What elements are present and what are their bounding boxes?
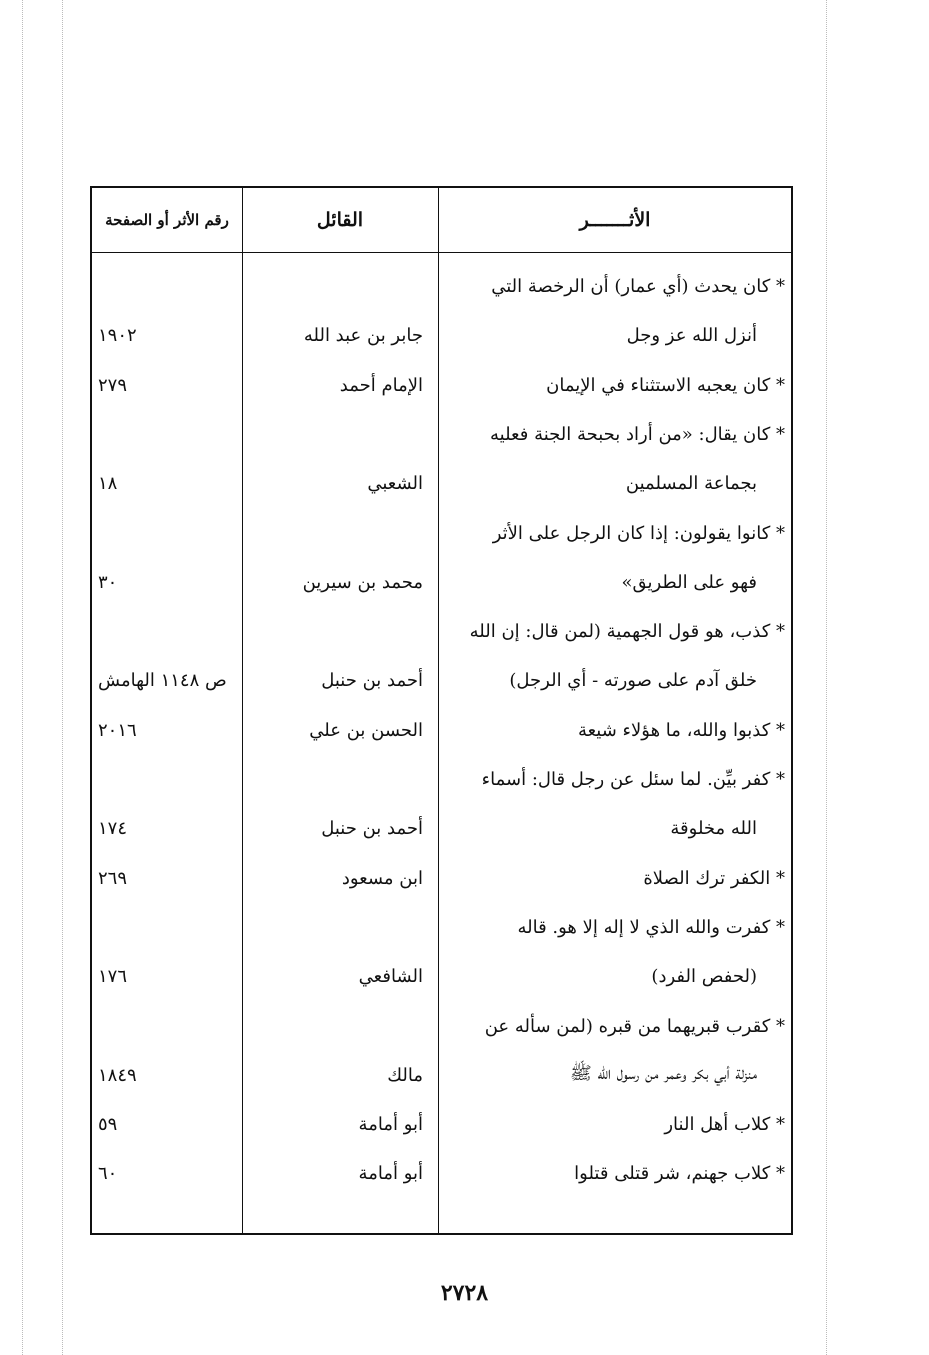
athar-text: * الكفر ترك الصلاة [643,867,785,889]
reference-number-text: ٥٩ [98,1114,118,1136]
table-row [92,361,791,410]
table-row [92,410,791,459]
header-qail: القائل [316,209,364,231]
qail-name: الشعبي [367,473,423,495]
qail-name [243,607,423,656]
qail-name: محمد بن سيرين [302,571,423,593]
reference-number-text: ٣٠ [98,571,118,593]
scan-artifact-line [22,0,23,1355]
qail-name: الشافعي [358,966,423,988]
scan-artifact-line [62,0,63,1355]
reference-number [98,755,238,804]
athar-text: * كان يحدث (أي عمار) أن الرخصة التي [491,276,785,297]
athar-text: خلق آدم على صورته - أي الرجل) [509,670,757,692]
qail-name [243,262,423,311]
reference-number [98,607,238,656]
reference-number [98,952,238,1001]
table-row [92,1100,791,1149]
qail-name: الإمام أحمد [339,374,423,396]
athar-text: * كانوا يقولون: إذا كان الرجل على الأثر [492,522,785,544]
reference-number-text: ١٨٤٩ [98,1064,137,1086]
qail-name [243,1002,423,1051]
reference-number-text: ١٩٠٢ [98,325,137,347]
reference-number [98,509,238,558]
header-number: رقم الأثر أو الصفحة [105,211,229,229]
table-row [92,706,791,755]
athar-text: بجماعة المسلمين [625,473,757,495]
table-row [92,1051,791,1100]
reference-number [98,1051,238,1100]
qail-name: أحمد بن حنبل [321,670,423,692]
qail-name: مالك [387,1064,423,1086]
athar-text: * كقرب قبريهما من قبره (لمن سأله عن [484,1015,785,1037]
qail-name [243,410,423,459]
reference-number [98,903,238,952]
index-table [90,186,793,1235]
qail-name: ابن مسعود [341,867,423,889]
reference-number-text: ٦٠ [98,1163,118,1185]
athar-text: * كان يعجبه الاستثناء في الإيمان [546,374,785,396]
reference-number-text: ٢٦٩ [98,867,128,889]
reference-number-text: ١٨ [98,473,118,495]
qail-name: أحمد بن حنبل [321,818,423,840]
reference-number [98,854,238,903]
athar-text: * كلاب أهل النار [664,1114,785,1136]
reference-number [98,1149,238,1198]
table-row [92,607,791,656]
athar-text: فهو على الطريق» [621,571,757,593]
page-number: ٢٧٢٨ [440,1280,489,1306]
reference-number-text: ص ١١٤٨ الهامش [98,670,227,692]
athar-text: * كفرت والله الذي لا إله إلا هو. قاله [517,916,785,938]
athar-text: * كذبوا والله، ما هؤلاء شيعة [577,719,785,741]
table-row [92,952,791,1001]
qail-name: أبو أمامة [358,1163,423,1185]
reference-number [98,656,238,705]
table-row [92,903,791,952]
reference-number-text: ٢٠١٦ [98,719,137,741]
table-row [92,558,791,607]
header-divider [92,252,791,253]
qail-name: جابر بن عبد الله [303,325,423,347]
reference-number [98,1002,238,1051]
athar-text: الله مخلوقة [670,818,757,840]
reference-number [98,558,238,607]
qail-name [243,509,423,558]
reference-number-text: ١٧٦ [98,966,128,988]
table-row [92,854,791,903]
reference-number [98,706,238,755]
table-row [92,262,791,311]
reference-number-text: ١٧٤ [98,818,128,840]
table-row [92,804,791,853]
athar-text: * كلاب جهنم، شر قتلى قتلوا [574,1163,785,1185]
athar-text: * كذب، هو قول الجهمية (لمن قال: إن الله [469,621,785,643]
reference-number [98,804,238,853]
reference-number [98,410,238,459]
athar-text: أنزل الله عز وجل [626,325,757,347]
table-row [92,459,791,508]
table-row [92,311,791,360]
reference-number [98,311,238,360]
reference-number [98,262,238,311]
athar-text: * كفر بيِّن. لما سئل عن رجل قال: أسماء [481,769,785,790]
athar-text: منزلة أبي بكر وعمر من رسول الله ﷺ [569,1063,757,1085]
table-row [92,509,791,558]
qail-name [243,755,423,804]
reference-number [98,459,238,508]
table-row [92,1002,791,1051]
table-row [92,755,791,804]
scan-artifact-line [826,0,827,1355]
reference-number [98,1100,238,1149]
athar-text: (لحفص الفرد) [651,966,757,988]
qail-name: أبو أمامة [358,1114,423,1136]
reference-number-text: ٢٧٩ [98,374,128,396]
qail-name [243,903,423,952]
table-row [92,1149,791,1198]
athar-text: * كان يقال: «من أراد بحبحة الجنة فعليه [490,423,785,445]
header-athar: الأثـــــــر [579,209,651,231]
qail-name: الحسن بن علي [309,719,423,741]
table-row [92,656,791,705]
reference-number [98,361,238,410]
